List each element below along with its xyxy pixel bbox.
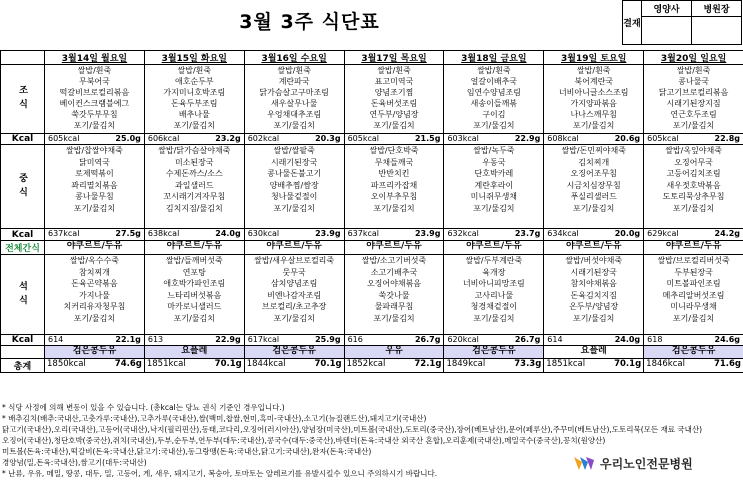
header	[0, 0, 743, 46]
menu-item: 수제돈까스/소스	[165, 169, 223, 178]
kcal-cell	[344, 229, 444, 241]
hospital-logo	[572, 449, 740, 477]
menu-item: 쌀밥/들깨버섯죽	[165, 256, 223, 265]
menu-item: 돈육곤약볶음	[71, 279, 118, 288]
menu-item: 우동국	[482, 157, 506, 167]
protein-value: 20.0g	[614, 229, 641, 238]
total-cell	[444, 359, 544, 373]
breakfast-menu	[444, 65, 544, 134]
kcal-value: 620kcal	[447, 335, 479, 344]
evening-snack-cell: 검은콩두유	[444, 346, 544, 359]
menu-item: 연포탕	[182, 267, 206, 277]
menu-item: 쌀밥/소고기버섯죽	[361, 256, 427, 265]
kcal-value: 613	[147, 335, 164, 344]
menu-item: 가지나물	[78, 290, 110, 300]
menu-item: 오징어무국	[674, 157, 713, 167]
menu-item: 돈육김치지짐	[570, 290, 617, 300]
dinner-menu	[45, 255, 145, 335]
menu-item: 쌀밥/닭가슴살야채죽	[158, 146, 231, 155]
protein-value: 22.8g	[714, 134, 741, 143]
menu-item: 콩나물무침	[75, 192, 114, 201]
kcal-cell	[544, 335, 644, 346]
protein-value: 23.7g	[514, 229, 541, 238]
menu-item: 쌀밥/두부계란죽	[465, 256, 523, 265]
menu-item: 김치지짐/물김치	[165, 203, 223, 213]
menu-item: 포기/물김치	[573, 203, 615, 213]
total-cell	[144, 359, 244, 373]
kcal-cell	[144, 229, 244, 241]
protein-value: 23.2g	[215, 134, 241, 143]
menu-item: 포기/물김치	[373, 203, 415, 213]
menu-item: 물파래무침	[374, 302, 414, 311]
evening-snack-cell: 우유	[344, 346, 444, 359]
menu-item: 임연수양념조림	[466, 88, 521, 97]
menu-item: 무채들깨국	[374, 157, 414, 167]
dinner-menu	[344, 255, 444, 335]
protein-value: 25.9g	[315, 335, 341, 344]
menu-item: 쑥갓나물	[378, 290, 410, 300]
menu-item: 연두부/양념장	[369, 110, 419, 119]
approval-label: 결재	[623, 1, 642, 45]
kcal-value: 630kcal	[247, 229, 280, 238]
breakfast-menu	[644, 65, 743, 134]
menu-item: 포기/물김치	[173, 121, 215, 130]
menu-item: 계란파국	[278, 77, 310, 86]
total-cell	[544, 359, 644, 373]
row-label-snack: 전체간식	[1, 241, 45, 255]
total-protein: 71.6g	[713, 359, 742, 369]
kcal-cell	[444, 335, 544, 346]
protein-value: 22.9g	[514, 134, 541, 143]
kcal-cell	[144, 134, 244, 145]
protein-value: 27.5g	[115, 229, 141, 238]
menu-item: 쌀밥/흰죽	[477, 66, 511, 75]
menu-item: 계란후라이	[474, 180, 514, 190]
menu-item: 베이컨스크램블에그	[59, 99, 130, 108]
day-date: 3월19일 토요일	[561, 54, 627, 64]
menu-item: 쌀밥/새우살브로컬리죽	[254, 256, 335, 265]
kcal-value: 638kcal	[147, 229, 180, 238]
menu-item: 북어계란국	[574, 77, 614, 86]
menu-item: 미트볼파인조림	[666, 279, 721, 288]
kcal-cell	[45, 335, 145, 346]
dinner-menu	[144, 255, 244, 335]
note-line: * 식당 사정에 의해 변동이 있을 수 있습니다. (총kcal는 당뇨 권식 기준인 경우입니다.)	[2, 403, 285, 412]
kcal-value: 614	[48, 335, 64, 344]
table-row	[1, 134, 743, 145]
evening-snack-cell: 요플레	[544, 346, 644, 359]
day-date: 3월15일 화요일	[161, 54, 227, 64]
menu-item: 쌀밥/흰죽	[377, 66, 411, 75]
total-protein: 74.6g	[114, 359, 142, 369]
menu-item: 포기/물김치	[473, 203, 515, 213]
menu-item: 돈육두부조림	[171, 99, 218, 108]
menu-item: 포기/물김치	[573, 121, 615, 130]
day-header	[244, 51, 344, 65]
menu-item: 가지미니호박조림	[163, 88, 226, 97]
table-row	[1, 255, 743, 335]
protein-value: 20.6g	[614, 134, 641, 143]
corner-cell	[1, 51, 45, 65]
menu-item: 양념조기찜	[374, 88, 414, 97]
menu-item: 포기/물김치	[173, 313, 215, 323]
total-cell	[244, 359, 344, 373]
lunch-menu	[144, 145, 244, 229]
total-kcal: 1851kcal	[546, 359, 586, 369]
menu-item: 얼갈이배추국	[470, 77, 518, 86]
menu-item: 포기/물김치	[73, 121, 116, 130]
row-label-dinner: 석식	[1, 255, 45, 335]
approval-col-director: 병원장	[692, 1, 742, 17]
kcal-cell	[144, 335, 244, 346]
total-protein: 72.1g	[414, 359, 442, 369]
day-date: 3월16일 수요일	[261, 54, 327, 64]
menu-item: 쌀밥/흰죽	[676, 66, 711, 75]
menu-item: 포기/물김치	[373, 313, 415, 323]
protein-value: 25.0g	[115, 134, 141, 143]
table-row	[1, 229, 743, 241]
menu-item: 도토리묵상추무침	[662, 192, 725, 201]
menu-item: 포기/물김치	[672, 121, 715, 130]
menu-item: 미소된장국	[174, 157, 214, 167]
menu-item: 구이김	[482, 110, 506, 119]
notes-block	[0, 402, 743, 494]
kcal-value: 632kcal	[447, 229, 479, 238]
menu-item: 고사리나물	[474, 290, 514, 300]
menu-item: 로제떡볶이	[75, 169, 114, 178]
menu-item: 파프리카잡채	[370, 180, 418, 190]
kcal-value: 605kcal	[48, 134, 80, 143]
approval-col-dietitian: 영양사	[642, 1, 692, 17]
menu-item: 마카로니샐러드	[167, 302, 222, 311]
menu-item: 두부된장국	[674, 267, 713, 277]
menu-item: 연근호두조림	[670, 110, 717, 119]
row-label-kcal: Kcal	[1, 335, 45, 346]
menu-item: 포기/물김치	[473, 313, 515, 323]
table-row	[1, 65, 743, 134]
snack-cell: 야쿠르트/두유	[144, 241, 244, 255]
note-line: 닭고기(국내산),오리(국내산),고등어(국내산),낙지(필리핀산),동태,코다리,오징어(러시아산),양념장(미국산),미트볼(국내산),도토리(중국산),장어(베트남산),문어(페루산),주꾸미(베트남산),도토리묵(모든 재료 국내산)	[2, 425, 703, 434]
kcal-value: 634kcal	[547, 229, 579, 238]
menu-item: 쌀밥/흰죽	[576, 66, 611, 75]
row-label-total: 총계	[1, 359, 45, 373]
menu-item: 닭가슴살고구마조림	[259, 88, 329, 97]
day-header	[144, 51, 244, 65]
menu-item: 김치찌개	[578, 157, 610, 167]
menu-item: 참치찌개	[78, 267, 110, 277]
menu-item: 쌀밥/단호박죽	[369, 146, 419, 155]
evening-label-cell	[1, 346, 45, 359]
menu-item: 쑥갓두부무침	[71, 110, 118, 119]
menu-item: 포기/물김치	[73, 313, 116, 323]
lunch-menu	[244, 145, 344, 229]
menu-item: 참치야채볶음	[570, 279, 617, 288]
table-row	[1, 241, 743, 255]
menu-item: 우엉채대추조림	[267, 110, 322, 119]
menu-item: 무북어국	[78, 77, 110, 86]
menu-item: 쌀밥/흰죽	[77, 66, 112, 75]
menu-item: 꽈리멸치볶음	[71, 180, 118, 190]
lunch-menu	[45, 145, 145, 229]
lunch-menu	[444, 145, 544, 229]
kcal-cell	[344, 134, 444, 145]
kcal-value: 608kcal	[547, 134, 579, 143]
evening-snack-cell: 검은콩두유	[244, 346, 344, 359]
menu-item: 쌀밥/찹쌀야채죽	[66, 146, 123, 155]
logo-icon	[572, 453, 596, 473]
menu-item: 표고미역국	[374, 77, 414, 86]
snack-cell: 야쿠르트/두유	[45, 241, 145, 255]
menu-item: 육개장	[482, 267, 506, 277]
menu-item: 포기/물김치	[473, 121, 515, 130]
kcal-cell	[444, 229, 544, 241]
row-label-kcal: Kcal	[1, 134, 45, 145]
table-row	[1, 145, 743, 229]
lunch-menu	[344, 145, 444, 229]
kcal-value: 606kcal	[147, 134, 180, 143]
menu-item: 애호박가파인조림	[163, 279, 226, 288]
snack-cell: 야쿠르트/두유	[644, 241, 743, 255]
menu-item: 미니라무생채	[670, 302, 717, 311]
day-date: 3월18일 금요일	[461, 54, 527, 64]
menu-item: 시금치심장무침	[566, 180, 621, 190]
kcal-value: 617kcal	[247, 335, 280, 344]
kcal-cell	[344, 335, 444, 346]
menu-item: 떡갈비브로컬리볶음	[59, 88, 130, 97]
menu-item: 포기/물김치	[373, 121, 415, 130]
menu-item: 쌀밥/흰죽	[177, 66, 212, 75]
breakfast-menu	[45, 65, 145, 134]
note-line: * 난류, 우유, 메밀, 땅콩, 대두, 밀, 고등어, 게, 새우, 돼지고기, 복숭아, 토마토는 알레르기를 유발시킬수 있으니 주의하시기 바랍니다.	[2, 469, 438, 478]
menu-item: 미니쥐무생채	[470, 192, 518, 201]
kcal-cell	[244, 335, 344, 346]
menu-item: 쌀밥/옥잎야채죽	[665, 146, 722, 155]
breakfast-menu	[544, 65, 644, 134]
menu-item: 새우젓호박볶음	[666, 180, 721, 190]
kcal-value: 602kcal	[247, 134, 280, 143]
menu-item: 푸실리샐러드	[570, 192, 617, 201]
total-protein: 73.3g	[514, 359, 542, 369]
total-cell	[644, 359, 743, 373]
menu-item: 오징어조무침	[570, 169, 617, 178]
kcal-cell	[644, 229, 743, 241]
total-cell	[45, 359, 145, 373]
protein-value: 24.0g	[614, 335, 641, 344]
menu-item: 시래기된장지짐	[666, 99, 721, 108]
menu-item: 닭미역국	[78, 157, 110, 167]
total-cell	[344, 359, 444, 373]
kcal-value: 618	[647, 335, 663, 344]
menu-item: 쌀밥/돈민찌야채죽	[561, 146, 626, 155]
kcal-value: 603kcal	[447, 134, 479, 143]
total-protein: 70.1g	[614, 359, 642, 369]
protein-value: 22.1g	[115, 335, 141, 344]
total-kcal: 1852kcal	[346, 359, 386, 369]
total-kcal: 1844kcal	[246, 359, 286, 369]
kcal-cell	[45, 229, 145, 241]
kcal-value: 629kcal	[647, 229, 679, 238]
menu-item: 오이부추무침	[370, 192, 418, 201]
menu-item: 쌀밥/옥수수죽	[69, 256, 119, 265]
total-protein: 70.1g	[314, 359, 342, 369]
note-line: * 배추김치(배추:국내산,고춧가루:국내산),고추가루(국내산),쌀(백미,찹쌀,현미,흑미-국내산),소고기(뉴질랜드산),돼지고기(국내산)	[2, 414, 427, 423]
menu-item: 새우살무나물	[270, 99, 318, 108]
table-row	[1, 346, 743, 359]
day-header	[644, 51, 743, 65]
menu-item: 닭고기브로컬리볶음	[658, 88, 729, 97]
row-label-kcal: Kcal	[1, 229, 45, 241]
protein-value: 23.9g	[315, 229, 341, 238]
protein-value: 24.2g	[714, 229, 741, 238]
protein-value: 24.6g	[714, 335, 741, 344]
note-line: 경양념(밀,돈육:국내산),쌈고기(대두:국내산)	[2, 458, 147, 467]
protein-value: 21.5g	[414, 134, 441, 143]
total-protein: 70.1g	[214, 359, 242, 369]
kcal-cell	[444, 134, 544, 145]
menu-item: 오징어야채볶음	[366, 279, 422, 288]
menu-table	[0, 50, 743, 373]
total-kcal: 1849kcal	[446, 359, 486, 369]
menu-item: 치커리유자청무침	[63, 302, 126, 311]
day-header	[45, 51, 145, 65]
day-header	[444, 51, 544, 65]
kcal-cell	[644, 335, 743, 346]
snack-cell: 야쿠르트/두유	[344, 241, 444, 255]
breakfast-menu	[144, 65, 244, 134]
kcal-value: 605kcal	[647, 134, 679, 143]
menu-item: 너비아니글소스조림	[558, 88, 629, 97]
logo-text: 우리노인전문병원	[600, 456, 693, 471]
note-line: 미트볼(돈육:국내산),떡갈비(돈육:국내산,닭고기:국내산),동그랑땡(돈육:국내산,닭고기:국내산),완자(돈육:국내산)	[2, 447, 372, 456]
table-row	[1, 335, 743, 346]
kcal-cell	[45, 134, 145, 145]
total-kcal: 1851kcal	[146, 359, 186, 369]
menu-item: 포기/물김치	[672, 313, 715, 323]
table-row	[1, 51, 743, 65]
table-row	[1, 359, 743, 373]
menu-item: 꼬시래기겨자무침	[163, 192, 226, 201]
snack-cell: 야쿠르트/두유	[244, 241, 344, 255]
dinner-menu	[644, 255, 743, 335]
kcal-value: 637kcal	[48, 229, 80, 238]
kcal-cell	[544, 229, 644, 241]
menu-item: 고등어김치조림	[666, 169, 721, 178]
menu-item: 반반치킨	[378, 169, 410, 178]
kcal-value: 605kcal	[347, 134, 380, 143]
menu-item: 가지양파볶음	[570, 99, 617, 108]
row-label-lunch: 중식	[1, 145, 45, 229]
menu-item: 포기/물김치	[672, 203, 715, 213]
menu-item: 시래기된장국	[270, 157, 318, 167]
menu-item: 청나물겉절이	[270, 192, 318, 201]
evening-snack-cell: 검은콩두유	[644, 346, 743, 359]
menu-item: 비엔나감자조림	[267, 290, 322, 300]
kcal-cell	[244, 229, 344, 241]
page-title: 3월 3주 식단표	[239, 11, 380, 33]
note-line: 오징어(국내산),청단호박(중국산),쥐치(국내산),두부,순두부,연두부(대두:국내산),콩국수(대두:중국산),바텐더(돈육:국내산 외국산 혼합),오리훈제(국내산),메밀국수(중국산),꽁치(원양산)	[2, 436, 606, 445]
menu-item: 배추나물	[178, 110, 210, 119]
sign-cell-director	[692, 17, 742, 45]
menu-item: 뭇무국	[282, 267, 306, 277]
lunch-menu	[544, 145, 644, 229]
kcal-value: 616	[347, 335, 363, 344]
kcal-cell	[644, 134, 743, 145]
breakfast-menu	[344, 65, 444, 134]
menu-item: 콩나물돈불고기	[267, 169, 322, 178]
day-header	[344, 51, 444, 65]
menu-item: 양배추찜/쌈장	[269, 180, 319, 190]
menu-item: 콩나물국	[678, 77, 710, 86]
menu-item: 새송이들깨볶	[470, 99, 518, 108]
menu-item: 포기/물김치	[73, 203, 116, 213]
menu-item: 돈육버섯조림	[370, 99, 418, 108]
kcal-value: 614	[547, 335, 563, 344]
menu-item: 쌀밥/녹두죽	[473, 146, 515, 155]
menu-item: 쌀밥/브로컬리버섯죽	[657, 256, 730, 265]
protein-value: 22.9g	[215, 335, 241, 344]
menu-item: 쌀밥/쌀팥죽	[273, 146, 315, 155]
menu-item: 쌀밥/흰죽	[277, 66, 311, 75]
menu-item: 포기/물김치	[273, 313, 315, 323]
menu-item: 단호박카레	[474, 169, 514, 178]
dinner-menu	[544, 255, 644, 335]
menu-item: 온두부/양념장	[569, 302, 619, 311]
approval-box	[622, 0, 742, 45]
protein-value: 24.0g	[215, 229, 241, 238]
total-kcal: 1850kcal	[47, 359, 86, 369]
menu-item: 포기/물김치	[273, 203, 315, 213]
breakfast-menu	[244, 65, 344, 134]
menu-item: 포기/물김치	[573, 313, 615, 323]
row-label-breakfast: 조식	[1, 65, 45, 134]
menu-item: 소고기배추국	[370, 267, 418, 277]
dinner-menu	[244, 255, 344, 335]
day-header	[544, 51, 644, 65]
menu-item: 메추리알버섯조림	[662, 290, 725, 300]
menu-item: 시래기된장국	[570, 267, 617, 277]
menu-item: 애호순두부	[174, 77, 214, 86]
evening-snack-cell: 검은콩두유	[45, 346, 145, 359]
kcal-value: 637kcal	[347, 229, 380, 238]
menu-item: 과일샐러드	[174, 180, 214, 190]
day-date: 3월17일 목요일	[361, 54, 427, 64]
dinner-menu	[444, 255, 544, 335]
evening-snack-cell: 요플레	[144, 346, 244, 359]
snack-cell: 야쿠르트/두유	[444, 241, 544, 255]
menu-item: 나나스깨무침	[570, 110, 617, 119]
protein-value: 26.7g	[414, 335, 441, 344]
kcal-cell	[544, 134, 644, 145]
menu-item: 너비아니피망조림	[462, 279, 525, 288]
menu-item: 느타리버섯볶음	[167, 290, 222, 300]
lunch-menu	[644, 145, 743, 229]
menu-item: 쌀밥/버섯야채죽	[565, 256, 623, 265]
menu-item: 삼치양념조림	[270, 279, 318, 288]
menu-item: 브로컬리/초고추장	[261, 302, 327, 311]
day-date: 3월14일 월요일	[61, 54, 128, 64]
snack-cell: 야쿠르트/두유	[544, 241, 644, 255]
kcal-cell	[244, 134, 344, 145]
day-date: 3월20일 일요일	[660, 54, 727, 64]
protein-value: 23.9g	[414, 229, 441, 238]
menu-item: 청경채겉절이	[470, 302, 518, 311]
protein-value: 26.7g	[514, 335, 541, 344]
sign-cell-dietitian	[642, 17, 692, 45]
protein-value: 20.3g	[315, 134, 341, 143]
total-kcal: 1846kcal	[646, 359, 685, 369]
menu-item: 포기/물김치	[273, 121, 315, 130]
